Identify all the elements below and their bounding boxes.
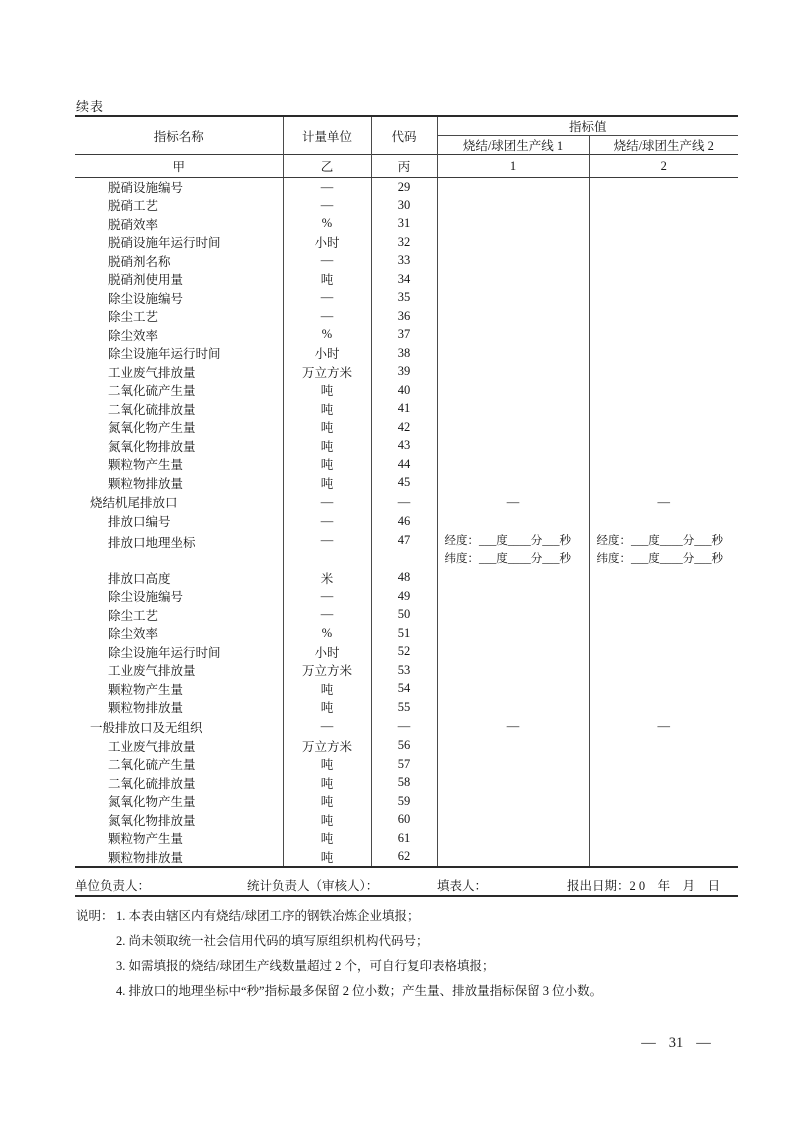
code-cell: 29 <box>371 178 437 197</box>
line1-value-cell <box>437 363 589 382</box>
code-cell: 45 <box>371 474 437 493</box>
indicator-name-cell: 除尘设施编号 <box>75 289 283 308</box>
indicator-name-cell: 除尘效率 <box>75 624 283 643</box>
coordinate-fill-line: 经度：___度____分___秒 <box>596 534 723 547</box>
line2-value-cell <box>589 363 738 382</box>
table-body <box>75 178 738 867</box>
unit-cell: 小时 <box>283 344 371 363</box>
code-cell: 32 <box>371 233 437 252</box>
notes-block <box>76 904 602 1004</box>
line2-value-cell <box>589 569 738 588</box>
indicator-table <box>75 115 738 868</box>
code-cell: 36 <box>371 307 437 326</box>
indicator-name-cell: 脱硝剂名称 <box>75 252 283 271</box>
code-cell: 50 <box>371 606 437 625</box>
indicator-name-cell: 除尘效率 <box>75 326 283 345</box>
table-row <box>75 587 738 606</box>
indicator-name-cell: 二氧化硫产生量 <box>75 755 283 774</box>
line2-value-cell <box>589 455 738 474</box>
indicator-name-cell: 脱硝设施编号 <box>75 178 283 197</box>
page-number-value: 31 <box>668 1035 684 1051</box>
indicator-name-cell: 二氧化硫排放量 <box>75 400 283 419</box>
notes-items <box>116 904 602 1004</box>
header-code: 代码 <box>371 116 437 155</box>
line2-value-cell <box>589 400 738 419</box>
table-row <box>75 418 738 437</box>
unit-cell: — <box>283 606 371 625</box>
table-row <box>75 698 738 717</box>
line2-value-cell <box>589 829 738 848</box>
indicator-name-cell: 除尘工艺 <box>75 606 283 625</box>
code-cell: — <box>371 492 437 512</box>
line1-value-cell <box>437 848 589 867</box>
code-cell: 58 <box>371 774 437 793</box>
indicator-name-cell: 颗粒物排放量 <box>75 698 283 717</box>
code-cell: 56 <box>371 737 437 756</box>
table-row <box>75 569 738 588</box>
unit-cell: 吨 <box>283 698 371 717</box>
unit-cell: 吨 <box>283 755 371 774</box>
code-cell: 62 <box>371 848 437 867</box>
indicator-name-cell: 排放口高度 <box>75 569 283 588</box>
line1-value-cell <box>437 606 589 625</box>
unit-cell: — <box>283 289 371 308</box>
line2-value-cell <box>589 698 738 717</box>
code-cell: 51 <box>371 624 437 643</box>
table-row <box>75 252 738 271</box>
unit-cell: 万立方米 <box>283 737 371 756</box>
table-row <box>75 624 738 643</box>
coordinate-fill-line: 纬度：___度____分___秒 <box>444 552 571 565</box>
indicator-name-cell: 排放口地理坐标 <box>75 531 283 569</box>
header-production-line-2: 烧结/球团生产线 2 <box>613 139 714 153</box>
unit-cell: 吨 <box>283 848 371 867</box>
indicator-name-cell: 脱硝剂使用量 <box>75 270 283 289</box>
line1-value-cell <box>437 587 589 606</box>
table-row <box>75 680 738 699</box>
subheader-jia: 甲 <box>75 155 283 178</box>
code-cell: 61 <box>371 829 437 848</box>
line1-value-cell <box>437 233 589 252</box>
unit-cell: 米 <box>283 569 371 588</box>
line1-value-cell <box>437 178 589 197</box>
line2-value-cell <box>589 215 738 234</box>
table-row <box>75 178 738 197</box>
code-cell: 37 <box>371 326 437 345</box>
line2-value-cell <box>589 418 738 437</box>
code-cell: 52 <box>371 643 437 662</box>
note-item-3: 3. 如需填报的烧结/球团生产线数量超过 2 个，可自行复印表格填报； <box>116 959 495 973</box>
line2-value-cell <box>589 811 738 830</box>
line2-value-cell <box>589 680 738 699</box>
subheader-yi: 乙 <box>283 155 371 178</box>
unit-cell: % <box>283 326 371 345</box>
indicator-name-cell: 工业废气排放量 <box>75 363 283 382</box>
code-cell: 54 <box>371 680 437 699</box>
unit-cell: — <box>283 717 371 737</box>
line2-value-cell <box>589 792 738 811</box>
unit-cell: 吨 <box>283 474 371 493</box>
code-cell: 34 <box>371 270 437 289</box>
indicator-name-cell: 颗粒物排放量 <box>75 474 283 493</box>
code-cell: 57 <box>371 755 437 774</box>
table-row <box>75 492 738 512</box>
code-cell: 59 <box>371 792 437 811</box>
indicator-name-cell: 除尘设施年运行时间 <box>75 344 283 363</box>
table-row <box>75 755 738 774</box>
table-row <box>75 643 738 662</box>
coordinate-fill-line: 纬度：___度____分___秒 <box>596 552 723 565</box>
line1-value-cell <box>437 437 589 456</box>
line2-value-cell <box>589 661 738 680</box>
line2-value-cell: — <box>657 719 670 733</box>
indicator-name-cell: 颗粒物产生量 <box>75 680 283 699</box>
line2-value-cell <box>589 437 738 456</box>
unit-cell: 万立方米 <box>283 661 371 680</box>
line1-value-cell <box>437 512 589 531</box>
indicator-name-cell: 氮氧化物产生量 <box>75 418 283 437</box>
line2-value-cell <box>589 531 738 569</box>
header-production-line-1: 烧结/球团生产线 1 <box>437 136 589 155</box>
indicator-name-cell: 颗粒物产生量 <box>75 455 283 474</box>
code-cell: 35 <box>371 289 437 308</box>
header-indicator-value: 指标值 <box>437 116 738 136</box>
code-cell: 31 <box>371 215 437 234</box>
unit-cell: 吨 <box>283 774 371 793</box>
line1-value-cell <box>437 196 589 215</box>
subheader-col1: 1 <box>437 155 589 178</box>
unit-cell: — <box>283 531 371 569</box>
line1-value-cell: — <box>437 492 589 512</box>
indicator-name-cell: 氮氧化物排放量 <box>75 437 283 456</box>
line1-value-cell <box>437 252 589 271</box>
unit-cell: 吨 <box>283 680 371 699</box>
line2-value-cell <box>589 512 738 531</box>
line1-value-cell <box>437 643 589 662</box>
form-filler-label: 填表人： <box>437 879 488 893</box>
table-row <box>75 717 738 737</box>
indicator-name-cell: 除尘设施编号 <box>75 587 283 606</box>
indicator-name-cell: 二氧化硫产生量 <box>75 381 283 400</box>
line1-value-cell <box>437 270 589 289</box>
unit-cell: 吨 <box>283 455 371 474</box>
code-cell: 40 <box>371 381 437 400</box>
code-cell: 44 <box>371 455 437 474</box>
unit-cell: — <box>283 196 371 215</box>
line2-value-cell <box>589 233 738 252</box>
unit-cell: % <box>283 624 371 643</box>
header-indicator-name: 指标名称 <box>75 116 283 155</box>
unit-cell: 吨 <box>283 381 371 400</box>
code-cell: — <box>371 717 437 737</box>
table-row <box>75 512 738 531</box>
unit-cell: 吨 <box>283 792 371 811</box>
continuation-table-label: 续表 <box>76 99 105 114</box>
code-cell: 38 <box>371 344 437 363</box>
unit-cell: 万立方米 <box>283 363 371 382</box>
statistics-responsible-label: 统计负责人（审核人）： <box>247 879 379 893</box>
code-cell: 60 <box>371 811 437 830</box>
line2-value-cell <box>589 326 738 345</box>
indicator-name-cell: 脱硝设施年运行时间 <box>75 233 283 252</box>
table-row <box>75 455 738 474</box>
line1-value-cell <box>437 344 589 363</box>
indicator-name-cell: 一般排放口及无组织 <box>75 717 283 737</box>
line1-value-cell <box>437 624 589 643</box>
subheader-col2: 2 <box>589 155 738 178</box>
line2-value-cell <box>589 643 738 662</box>
line1-value-cell <box>437 418 589 437</box>
line2-value-cell <box>589 624 738 643</box>
note-item-2: 2. 尚未领取统一社会信用代码的填写原组织机构代码号； <box>116 934 429 948</box>
line1-value-cell <box>437 531 589 569</box>
code-cell: 41 <box>371 400 437 419</box>
line1-value-cell <box>437 569 589 588</box>
table-row <box>75 381 738 400</box>
unit-cell: 小时 <box>283 643 371 662</box>
unit-cell: 吨 <box>283 437 371 456</box>
unit-cell: 吨 <box>283 270 371 289</box>
line1-value-cell <box>437 829 589 848</box>
unit-cell: — <box>283 587 371 606</box>
code-cell: 33 <box>371 252 437 271</box>
code-cell: 43 <box>371 437 437 456</box>
note-item-4: 4. 排放口的地理坐标中“秒”指标最多保留 2 位小数；产生量、排放量指标保留 3 位小数。 <box>116 984 603 998</box>
line1-value-cell <box>437 400 589 419</box>
line2-value-cell <box>589 252 738 271</box>
line1-value-cell <box>437 326 589 345</box>
notes-label: 说明： <box>76 909 114 923</box>
code-cell: 30 <box>371 196 437 215</box>
code-cell: 48 <box>371 569 437 588</box>
line2-value-cell <box>589 774 738 793</box>
unit-cell: 小时 <box>283 233 371 252</box>
table-row <box>75 215 738 234</box>
unit-cell: — <box>283 178 371 197</box>
code-cell: 42 <box>371 418 437 437</box>
line2-value-cell <box>589 178 738 197</box>
table-row <box>75 829 738 848</box>
line1-value-cell <box>437 792 589 811</box>
line1-value-cell <box>437 737 589 756</box>
table-row <box>75 774 738 793</box>
table-row <box>75 289 738 308</box>
page-number-dash-right: — <box>696 1035 711 1051</box>
table-row <box>75 400 738 419</box>
line2-value-cell <box>589 289 738 308</box>
line2-value-cell <box>589 755 738 774</box>
page-number <box>630 1035 722 1052</box>
table-row <box>75 307 738 326</box>
report-date-label: 报出日期：2 0 年 月 日 <box>567 879 721 893</box>
code-cell: 47 <box>371 531 437 569</box>
table-row <box>75 344 738 363</box>
indicator-name-cell: 脱硝效率 <box>75 215 283 234</box>
code-cell: 49 <box>371 587 437 606</box>
indicator-name-cell: 除尘设施年运行时间 <box>75 643 283 662</box>
unit-cell: — <box>283 252 371 271</box>
line1-value-cell <box>437 661 589 680</box>
code-cell: 46 <box>371 512 437 531</box>
line2-value-cell: — <box>657 494 670 509</box>
line1-value-cell <box>437 698 589 717</box>
line2-value-cell <box>589 307 738 326</box>
unit-cell: 吨 <box>283 400 371 419</box>
code-cell: 55 <box>371 698 437 717</box>
indicator-name-cell: 氮氧化物排放量 <box>75 811 283 830</box>
indicator-name-cell: 除尘工艺 <box>75 307 283 326</box>
line2-value-cell <box>589 737 738 756</box>
line2-value-cell <box>589 196 738 215</box>
line1-value-cell <box>437 811 589 830</box>
note-item-1: 1. 本表由辖区内有烧结/球团工序的钢铁冶炼企业填报； <box>116 909 420 923</box>
table-row <box>75 531 738 569</box>
line1-value-cell: — <box>437 717 589 737</box>
table-row <box>75 474 738 493</box>
unit-responsible-label: 单位负责人： <box>75 879 151 893</box>
table-header <box>75 116 738 178</box>
unit-cell: % <box>283 215 371 234</box>
indicator-name-cell: 脱硝工艺 <box>75 196 283 215</box>
indicator-name-cell: 工业废气排放量 <box>75 737 283 756</box>
indicator-name-cell: 工业废气排放量 <box>75 661 283 680</box>
line2-value-cell <box>589 270 738 289</box>
header-unit: 计量单位 <box>283 116 371 155</box>
table-row <box>75 363 738 382</box>
table-row <box>75 811 738 830</box>
table-row <box>75 848 738 867</box>
line2-value-cell <box>589 381 738 400</box>
line1-value-cell <box>437 381 589 400</box>
page-number-dash-left: — <box>641 1035 656 1051</box>
indicator-name-cell: 颗粒物产生量 <box>75 829 283 848</box>
line2-value-cell <box>589 474 738 493</box>
indicator-name-cell: 氮氧化物产生量 <box>75 792 283 811</box>
unit-cell: 吨 <box>283 418 371 437</box>
line2-value-cell <box>589 587 738 606</box>
unit-cell: — <box>283 307 371 326</box>
code-cell: 39 <box>371 363 437 382</box>
line1-value-cell <box>437 215 589 234</box>
table-row <box>75 737 738 756</box>
line1-value-cell <box>437 474 589 493</box>
table-row <box>75 270 738 289</box>
signature-row <box>75 869 738 897</box>
unit-cell: 吨 <box>283 829 371 848</box>
indicator-name-cell: 颗粒物排放量 <box>75 848 283 867</box>
line2-value-cell <box>589 344 738 363</box>
unit-cell: 吨 <box>283 811 371 830</box>
table-row <box>75 437 738 456</box>
line1-value-cell <box>437 455 589 474</box>
line1-value-cell <box>437 680 589 699</box>
line1-value-cell <box>437 289 589 308</box>
table-row <box>75 326 738 345</box>
indicator-name-cell: 排放口编号 <box>75 512 283 531</box>
indicator-name-cell: 二氧化硫排放量 <box>75 774 283 793</box>
table-row <box>75 661 738 680</box>
line1-value-cell <box>437 755 589 774</box>
indicator-name-cell: 烧结机尾排放口 <box>75 492 283 512</box>
table-row <box>75 606 738 625</box>
code-cell: 53 <box>371 661 437 680</box>
line1-value-cell <box>437 307 589 326</box>
unit-cell: — <box>283 512 371 531</box>
table-row <box>75 233 738 252</box>
subheader-bing: 丙 <box>371 155 437 178</box>
table-row <box>75 196 738 215</box>
line2-value-cell <box>589 606 738 625</box>
unit-cell: — <box>283 492 371 512</box>
coordinate-fill-line: 经度：___度____分___秒 <box>444 534 571 547</box>
table-row <box>75 792 738 811</box>
line2-value-cell <box>589 848 738 867</box>
line1-value-cell <box>437 774 589 793</box>
